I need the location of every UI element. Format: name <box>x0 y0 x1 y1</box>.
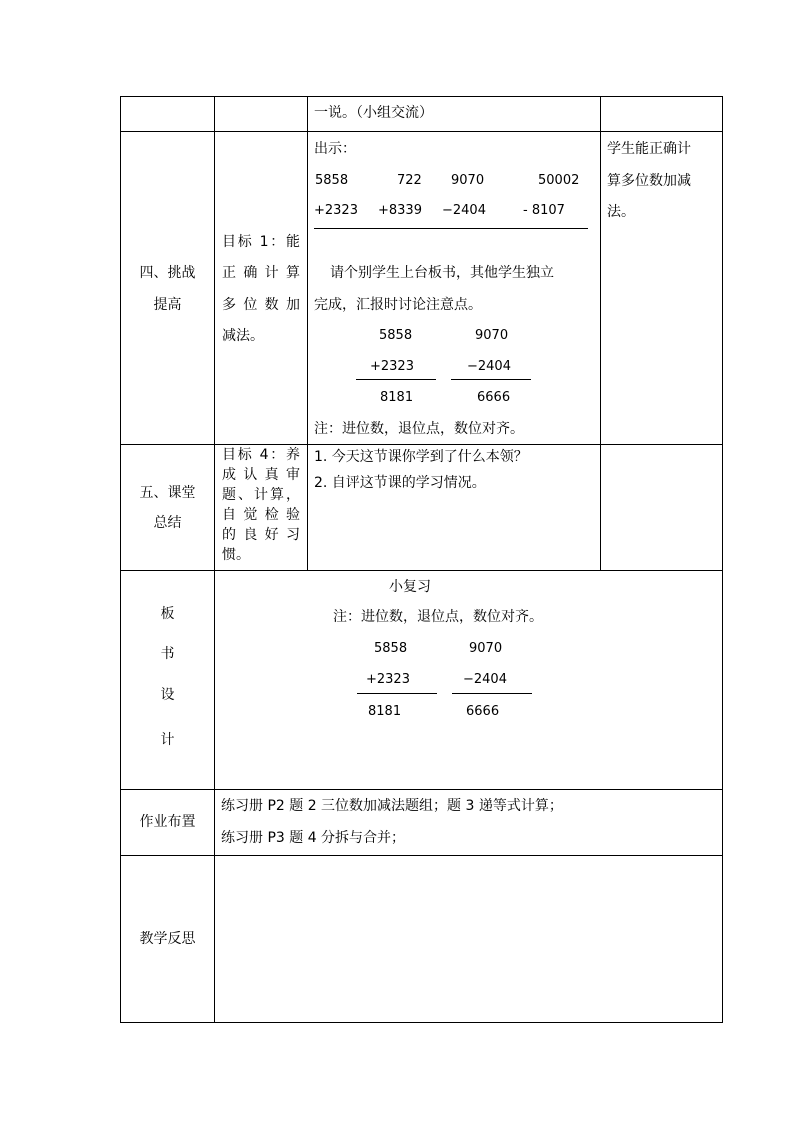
problem-bottom: +2323 <box>314 203 358 218</box>
board-work-top: 9070 <box>469 641 503 656</box>
stage-label: 提高 <box>153 297 182 313</box>
goal-text-line: 惯。 <box>222 547 250 563</box>
work-top: 9070 <box>475 328 509 343</box>
board-work-result: 8181 <box>368 704 402 719</box>
reflection-label: 教学反思 <box>139 931 196 947</box>
stage-label: 五、课堂 <box>139 485 196 501</box>
summary-item: 1. 今天这节课你学到了什么本领？ <box>314 449 528 465</box>
board-title: 小复习 <box>389 579 431 595</box>
homework-label: 作业布置 <box>139 814 196 830</box>
goal-text-line: 成 认 真 审 <box>222 467 300 483</box>
work-result: 8181 <box>380 390 414 405</box>
outcome-text-line: 学生能正确计 <box>607 141 691 157</box>
board-work-bottom: +2323 <box>366 672 410 687</box>
instruction-text: 完成，汇报时讨论注意点。 <box>314 297 482 313</box>
table-border-right <box>722 96 723 1023</box>
problem-bottom: - 8107 <box>523 203 565 218</box>
goal-text-line: 的 良 好 习 <box>222 527 300 543</box>
problems-underline <box>314 228 588 229</box>
board-label-char: 书 <box>160 646 175 662</box>
note-text: 注：进位数，退位点，数位对齐。 <box>314 421 524 437</box>
goal-text-line: 减法。 <box>222 328 264 344</box>
board-label-char: 计 <box>160 732 175 748</box>
work-bottom: +2323 <box>370 359 414 374</box>
problem-top: 9070 <box>451 173 485 188</box>
stage-label: 四、挑战 <box>139 265 196 281</box>
outcome-text-line: 算多位数加减 <box>607 173 691 189</box>
stage-label: 总结 <box>153 515 182 531</box>
problem-top: 722 <box>397 173 422 188</box>
problem-bottom: −2404 <box>442 203 486 218</box>
table-border-left <box>120 96 121 1023</box>
summary-item: 2. 自评这节课的学习情况。 <box>314 475 486 491</box>
reflection-content-area <box>215 856 722 1022</box>
problem-top: 50002 <box>538 173 580 188</box>
work-underline <box>356 379 436 380</box>
goal-text-line: 目标 4：养 <box>222 447 300 463</box>
goal-text-line: 自 觉 检 验 <box>222 507 300 523</box>
board-work-top: 5858 <box>374 641 408 656</box>
problem-bottom: +8339 <box>378 203 422 218</box>
board-work-result: 6666 <box>466 704 500 719</box>
goal-text-line: 多 位 数 加 <box>222 297 300 313</box>
work-result: 6666 <box>477 390 511 405</box>
homework-line: 练习册 P3 题 4 分拆与合并； <box>221 830 406 846</box>
show-label: 出示： <box>314 141 356 157</box>
row-divider <box>120 789 723 790</box>
outcome-text-line: 法。 <box>607 204 635 220</box>
work-underline <box>451 379 531 380</box>
board-label-char: 设 <box>160 687 175 703</box>
row-divider <box>120 444 723 445</box>
problem-top: 5858 <box>315 173 349 188</box>
goal-text-line: 题、计算， <box>222 487 300 503</box>
board-note: 注：进位数，退位点，数位对齐。 <box>333 609 543 625</box>
instruction-text: 请个别学生上台板书，其他学生独立 <box>330 265 554 281</box>
board-work-underline <box>357 693 437 694</box>
board-work-underline <box>452 693 532 694</box>
board-work-bottom: −2404 <box>463 672 507 687</box>
table-border-bottom <box>120 1022 723 1023</box>
column-divider <box>600 96 601 571</box>
row-divider <box>120 131 723 132</box>
goal-text-line: 目标 1：能 <box>222 234 300 250</box>
column-divider <box>307 96 308 571</box>
board-label-char: 板 <box>160 606 175 622</box>
goal-text-line: 正 确 计 算 <box>222 265 300 281</box>
homework-line: 练习册 P2 题 2 三位数加减法题组；题 3 递等式计算； <box>221 798 563 814</box>
row-divider <box>120 570 723 571</box>
table-border-top <box>120 96 723 97</box>
work-top: 5858 <box>379 328 413 343</box>
continuation-text: 一说。（小组交流） <box>314 105 433 121</box>
work-bottom: −2404 <box>467 359 511 374</box>
